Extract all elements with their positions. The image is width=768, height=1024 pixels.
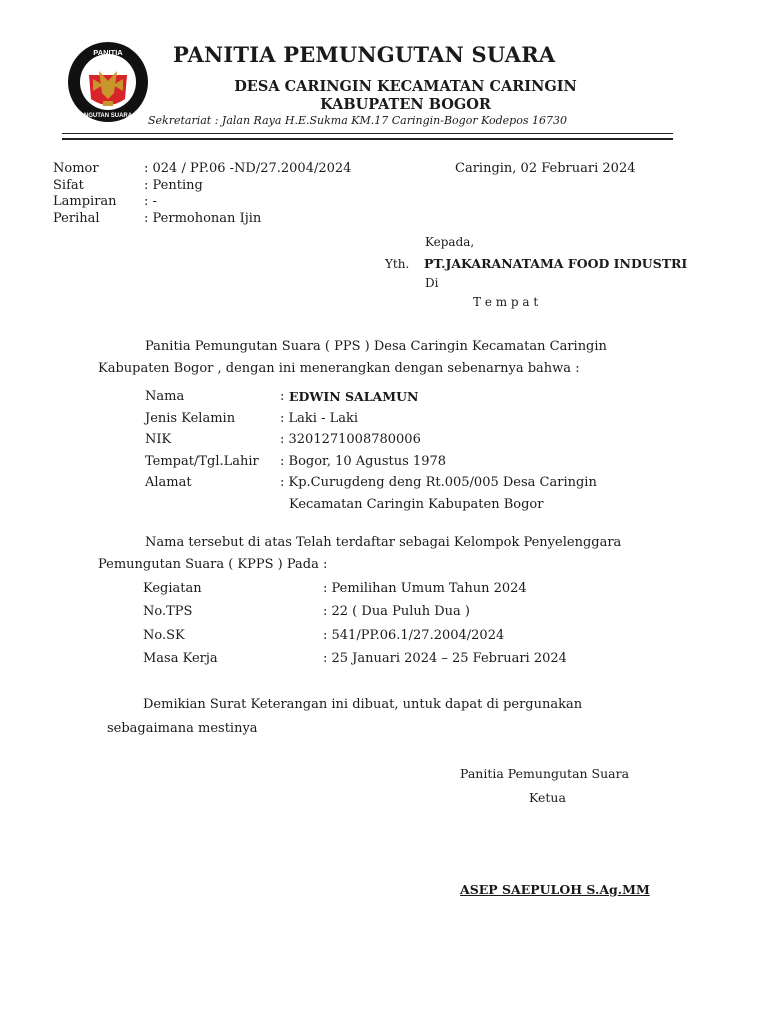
- recipient-di: Di: [425, 276, 439, 290]
- alamat-value-line1: : Kp.Curugdeng deng Rt.005/005 Desa Caringin: [280, 475, 597, 490]
- svg-text:NGUTAN SUARA: NGUTAN SUARA: [83, 113, 133, 119]
- closing-line1: Demikian Surat Keterangan ini dibuat, untuk dapat di pergunakan: [143, 697, 583, 712]
- svg-text:PANITIA: PANITIA: [93, 48, 123, 57]
- signature-role: Ketua: [529, 790, 566, 805]
- nik-label: NIK: [145, 432, 172, 447]
- nomor-label: Nomor: [53, 161, 99, 176]
- alamat-label: Alamat: [145, 475, 192, 490]
- yth: Yth.: [385, 257, 410, 271]
- signature-org: Panitia Pemungutan Suara: [460, 766, 630, 781]
- nomor-value: : 024 / PP.06 -ND/27.2004/2024: [144, 161, 352, 176]
- nama-label: Nama: [145, 389, 185, 404]
- header-divider-thick: [62, 138, 673, 140]
- kepada: Kepada,: [425, 235, 475, 249]
- recipient-tempat: T e m p a t: [473, 295, 539, 309]
- kegiatan-label: Kegiatan: [143, 581, 202, 596]
- kegiatan-value: : Pemilihan Umum Tahun 2024: [323, 581, 527, 596]
- registered-line1: Nama tersebut di atas Telah terdaftar sebagai Kelompok Penyelenggara: [145, 535, 622, 550]
- nik-value: : 3201271008780006: [280, 432, 421, 447]
- lampiran-label: Lampiran: [53, 194, 117, 209]
- org-title: PANITIA PEMUNGUTAN SUARA: [173, 42, 556, 67]
- jenis-kelamin-label: Jenis Kelamin: [145, 411, 236, 426]
- tps-value: : 22 ( Dua Puluh Dua ): [323, 604, 470, 619]
- sifat-value: : Penting: [144, 178, 203, 193]
- nama-colon: :: [280, 389, 285, 404]
- intro-line1: Panitia Pemungutan Suara ( PPS ) Desa Caringin Kecamatan Caringin: [145, 339, 607, 354]
- subtitle-line1: DESA CARINGIN KECAMATAN CARINGIN: [234, 78, 577, 95]
- closing-line2: sebagaimana mestinya: [107, 721, 258, 736]
- place-date: Caringin, 02 Februari 2024: [455, 161, 636, 176]
- registered-line2: Pemungutan Suara ( KPPS ) Pada :: [98, 557, 328, 572]
- nama-value: EDWIN SALAMUN: [289, 389, 419, 404]
- intro-line2: Kabupaten Bogor , dengan ini menerangkan dengan sebenarnya bahwa :: [98, 361, 580, 376]
- ttl-label: Tempat/Tgl.Lahir: [145, 454, 259, 469]
- header-divider-thin: [62, 133, 673, 134]
- sifat-label: Sifat: [53, 178, 84, 193]
- alamat-value-line2: Kecamatan Caringin Kabupaten Bogor: [289, 497, 544, 512]
- tps-label: No.TPS: [143, 604, 193, 619]
- sk-label: No.SK: [143, 628, 185, 643]
- lampiran-value: : -: [144, 194, 157, 209]
- ttl-value: : Bogor, 10 Agustus 1978: [280, 454, 447, 469]
- subtitle-line2: KABUPATEN BOGOR: [320, 96, 491, 113]
- secretariat-address: Sekretariat : Jalan Raya H.E.Sukma KM.17 Caringin-Bogor Kodepos 16730: [148, 114, 567, 127]
- perihal-label: Perihal: [53, 211, 100, 226]
- signature-name: ASEP SAEPULOH S.Ag.MM: [460, 882, 650, 897]
- masa-kerja-value: : 25 Januari 2024 – 25 Februari 2024: [323, 651, 567, 666]
- jenis-kelamin-value: : Laki - Laki: [280, 411, 359, 426]
- recipient-company: PT.JAKARANATAMA FOOD INDUSTRI: [424, 256, 688, 271]
- masa-kerja-label: Masa Kerja: [143, 651, 218, 666]
- sk-value: : 541/PP.06.1/27.2004/2024: [323, 628, 505, 643]
- perihal-value: : Permohonan Ijin: [144, 211, 262, 226]
